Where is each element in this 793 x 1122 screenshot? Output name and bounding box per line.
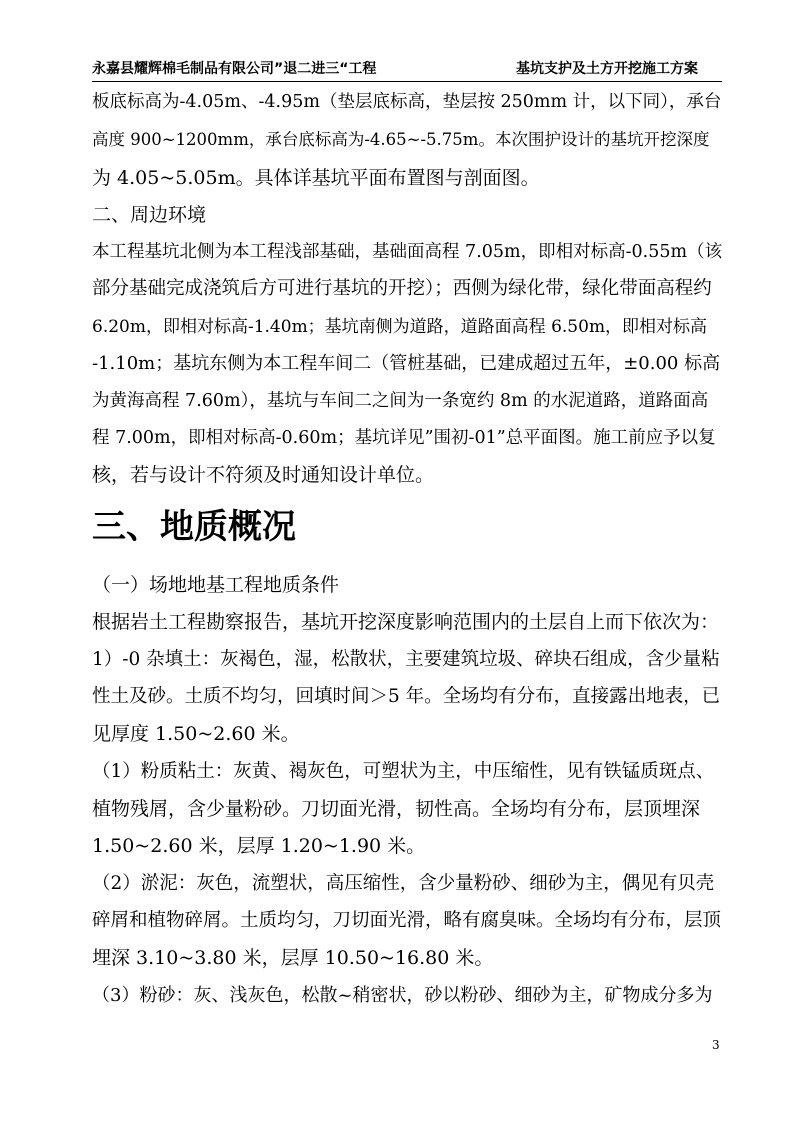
paragraph-line: 6.20m，即相对标高-1.40m；基坑南侧为道路，道路面高程 6.50m，即相对标高: [92, 317, 708, 337]
section-heading: 三、地质概况: [92, 507, 296, 547]
paragraph-line: -1.10m；基坑东侧为本工程车间二（管桩基础，已建成超过五年，±0.00 标高: [92, 353, 721, 374]
paragraph-line: （2）淤泥：灰色，流塑状，高压缩性，含少量粉砂、细砂为主，偶见有贝壳: [92, 873, 715, 894]
paragraph-line: 部分基础完成浇筑后方可进行基坑的开挖）；西侧为绿化带，绿化带面高程约: [92, 278, 712, 299]
paragraph-line: 程 7.00m，即相对标高-0.60m；基坑详见”围初-01”总平面图。施工前应予以复: [92, 428, 716, 448]
paragraph-line: 植物残屑，含少量粉砂。刀切面光滑，韧性高。全场均有分布，层顶埋深: [92, 798, 701, 820]
paragraph-line: （3）粉砂：灰、浅灰色，松散~稍密状，砂以粉砂、细砂为主，矿物成分多为: [92, 985, 713, 1006]
paragraph-line: 碎屑和植物碎屑。土质均匀，刀切面光滑，略有腐臭味。全场均有分布，层顶: [92, 910, 722, 931]
paragraph-line: 板底标高为-4.05m、-4.95m（垫层底标高，垫层按 250mm 计，以下同），承台: [92, 92, 722, 112]
paragraph-line: 见厚度 1.50~2.60 米。: [92, 723, 300, 745]
page-header: [92, 60, 722, 82]
paragraph-line: 1.50~2.60 米，层厚 1.20~1.90 米。: [92, 835, 426, 857]
paragraph-line: 埋深 3.10~3.80 米，层厚 10.50~16.80 米。: [92, 947, 494, 969]
header-project-title: 永嘉县耀辉棉毛制品有限公司”退二进三“工程: [92, 61, 377, 77]
paragraph-line: 高度 900~1200mm，承台底标高为-4.65~-5.75m。本次围护设计的基坑开挖深度: [92, 130, 710, 149]
paragraph-line: 为 4.05~5.05m。具体详基坑平面布置图与剖面图。: [92, 167, 540, 189]
paragraph-line: （1）粉质粘土：灰黄、褐灰色，可塑状为主，中压缩性，见有铁锰质斑点、: [92, 761, 715, 782]
subsection-heading: （一）场地地基工程地质条件: [92, 574, 340, 596]
header-document-title: 基坑支护及土方开挖施工方案: [516, 61, 698, 77]
page-number: 3: [712, 1038, 720, 1052]
paragraph-line: 核，若与设计不符须及时通知设计单位。: [92, 464, 435, 486]
paragraph-line: 性土及砂。土质不均匀，回填时间＞5 年。全场均有分布，直接露出地表，已: [92, 686, 721, 707]
paragraph-line: 本工程基坑北侧为本工程浅部基础，基础面高程 7.05m，即相对标高-0.55m（该: [92, 242, 723, 262]
header-rule: [92, 81, 722, 82]
paragraph-line: 为黄海高程 7.60m），基坑与车间二之间为一条宽约 8m 的水泥道路，道路面高: [92, 391, 709, 411]
paragraph-line: 根据岩土工程勘察报告，基坑开挖深度影响范围内的土层自上而下依次为：: [92, 611, 720, 633]
subsection-heading: 二、周边环境: [92, 204, 207, 226]
paragraph-line: 1）-0 杂填土：灰褐色，湿，松散状，主要建筑垃圾、碎块石组成，含少量粘: [92, 649, 720, 670]
